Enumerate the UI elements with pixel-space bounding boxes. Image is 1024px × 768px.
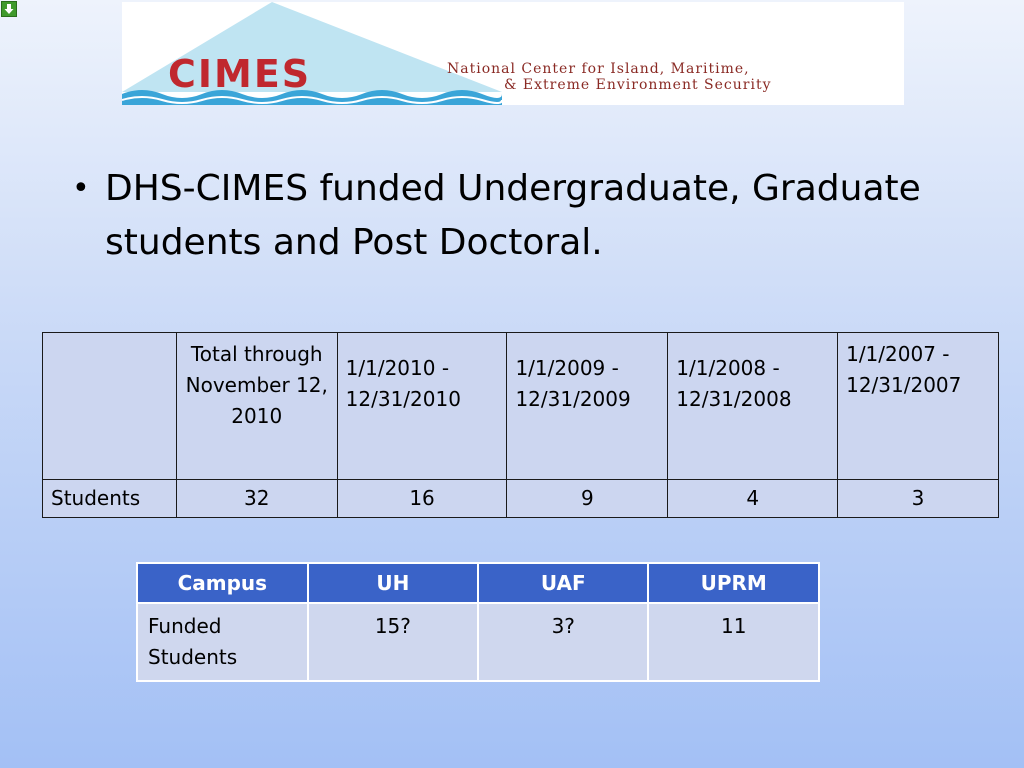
logo-wordmark: CIMES [168,52,312,96]
cell-2007: 3 [838,480,999,518]
cell-total: 32 [176,480,337,518]
logo-tagline-1: National Center for Island, Maritime, [447,61,750,77]
bullet-text: DHS-CIMES funded Undergraduate, Graduate students and Post Doctoral. [105,168,921,263]
cimes-logo [122,2,904,105]
cell-2010: 16 [337,480,507,518]
campus-header-label: Campus [137,563,308,603]
students-table [42,332,999,518]
campus-data-row [137,603,819,681]
row-label: Students [43,480,177,518]
table-row [43,480,999,518]
campus-header-row [137,563,819,603]
campus-header-uaf: UAF [478,563,648,603]
campus-header-uprm: UPRM [648,563,819,603]
campus-row-label: Funded Students [137,603,308,681]
header-cell-empty [43,333,177,480]
header-cell-2009: 1/1/2009 - 12/31/2009 [507,333,668,480]
cell-2009: 9 [507,480,668,518]
cell-2008: 4 [668,480,838,518]
header-cell-total: Total through November 12, 2010 [176,333,337,480]
campus-cell-uaf: 3? [478,603,648,681]
campus-table [136,562,820,682]
bullet-point [72,162,972,270]
campus-cell-uprm: 11 [648,603,819,681]
download-arrow-icon[interactable] [1,1,17,17]
logo-tagline-2: & Extreme Environment Security [504,77,772,93]
campus-cell-uh: 15? [308,603,478,681]
bullet-dot: • [72,171,90,206]
campus-header-uh: UH [308,563,478,603]
header-cell-2007: 1/1/2007 - 12/31/2007 [838,333,999,480]
header-cell-2010: 1/1/2010 - 12/31/2010 [337,333,507,480]
header-cell-2008: 1/1/2008 - 12/31/2008 [668,333,838,480]
table-header-row [43,333,999,480]
